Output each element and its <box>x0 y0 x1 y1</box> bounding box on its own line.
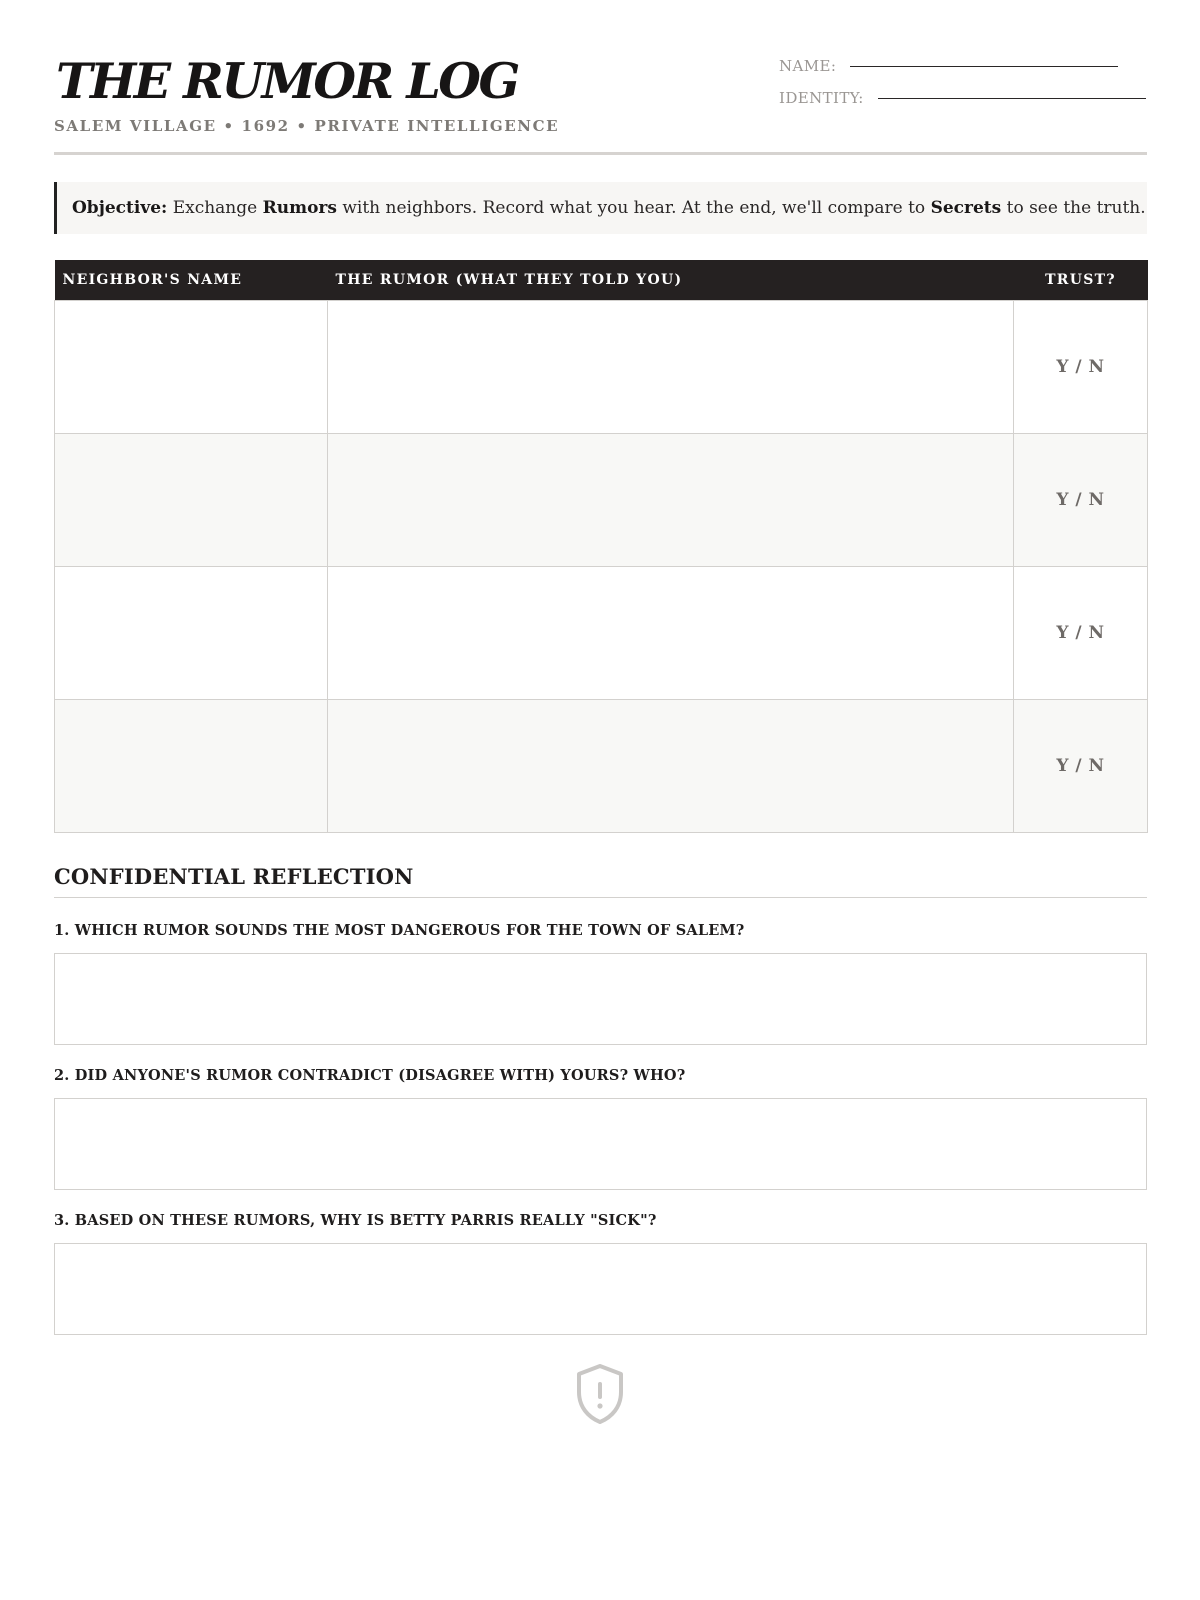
header-trust: TRUST? <box>1014 260 1148 300</box>
neighbor-name-cell[interactable] <box>55 699 328 832</box>
objective-text-2: with neighbors. Record what you hear. At the end, we'll compare to <box>336 198 931 218</box>
table-row <box>55 699 1148 832</box>
identity-label: IDENTITY: <box>779 89 864 107</box>
header-rumor: THE RUMOR (WHAT THEY TOLD YOU) <box>328 260 1014 300</box>
identity-field-row <box>779 88 1146 108</box>
rumor-table <box>54 260 1148 833</box>
objective-lead: Objective: <box>72 198 168 218</box>
neighbor-name-cell[interactable] <box>55 566 328 699</box>
rumor-cell[interactable] <box>328 566 1014 699</box>
table-row <box>55 433 1148 566</box>
rumor-cell[interactable] <box>328 699 1014 832</box>
objective-text-3: to see the truth. <box>1001 198 1146 218</box>
objective-bold-rumors: Rumors <box>262 198 337 218</box>
shield-alert-icon <box>573 1362 627 1426</box>
header-divider <box>54 152 1147 155</box>
answer-box[interactable] <box>54 1098 1147 1190</box>
question-label: 1. WHICH RUMOR SOUNDS THE MOST DANGEROUS FOR THE TOWN OF SALEM? <box>54 922 745 939</box>
reflection-question-3 <box>54 1212 1147 1335</box>
objective-callout <box>54 182 1147 234</box>
reflection-divider <box>54 897 1147 898</box>
objective-text-1: Exchange <box>167 198 263 218</box>
trust-cell[interactable]: Y / N <box>1014 433 1148 566</box>
answer-box[interactable] <box>54 953 1147 1045</box>
header-neighbor-name: NEIGHBOR'S NAME <box>55 260 328 300</box>
name-field-row <box>779 56 1118 76</box>
table-header-row <box>55 260 1148 300</box>
table-row <box>55 300 1148 433</box>
reflection-section-title: CONFIDENTIAL REFLECTION <box>54 864 414 889</box>
neighbor-name-cell[interactable] <box>55 433 328 566</box>
rumor-cell[interactable] <box>328 300 1014 433</box>
trust-cell[interactable]: Y / N <box>1014 699 1148 832</box>
question-label: 3. BASED ON THESE RUMORS, WHY IS BETTY PARRIS REALLY "SICK"? <box>54 1212 657 1229</box>
name-input-line[interactable] <box>850 66 1118 67</box>
table-row <box>55 566 1148 699</box>
identity-input-line[interactable] <box>878 98 1146 99</box>
page-title: THE RUMOR LOG <box>56 52 518 110</box>
trust-cell[interactable]: Y / N <box>1014 300 1148 433</box>
objective-bold-secrets: Secrets <box>930 198 1002 218</box>
rumor-cell[interactable] <box>328 433 1014 566</box>
trust-cell[interactable]: Y / N <box>1014 566 1148 699</box>
reflection-question-1 <box>54 922 1147 1045</box>
page-subtitle: SALEM VILLAGE • 1692 • PRIVATE INTELLIGENCE <box>54 117 560 135</box>
reflection-question-2 <box>54 1067 1147 1190</box>
neighbor-name-cell[interactable] <box>55 300 328 433</box>
answer-box[interactable] <box>54 1243 1147 1335</box>
question-label: 2. DID ANYONE'S RUMOR CONTRADICT (DISAGREE WITH) YOURS? WHO? <box>54 1067 686 1084</box>
name-label: NAME: <box>779 57 837 75</box>
